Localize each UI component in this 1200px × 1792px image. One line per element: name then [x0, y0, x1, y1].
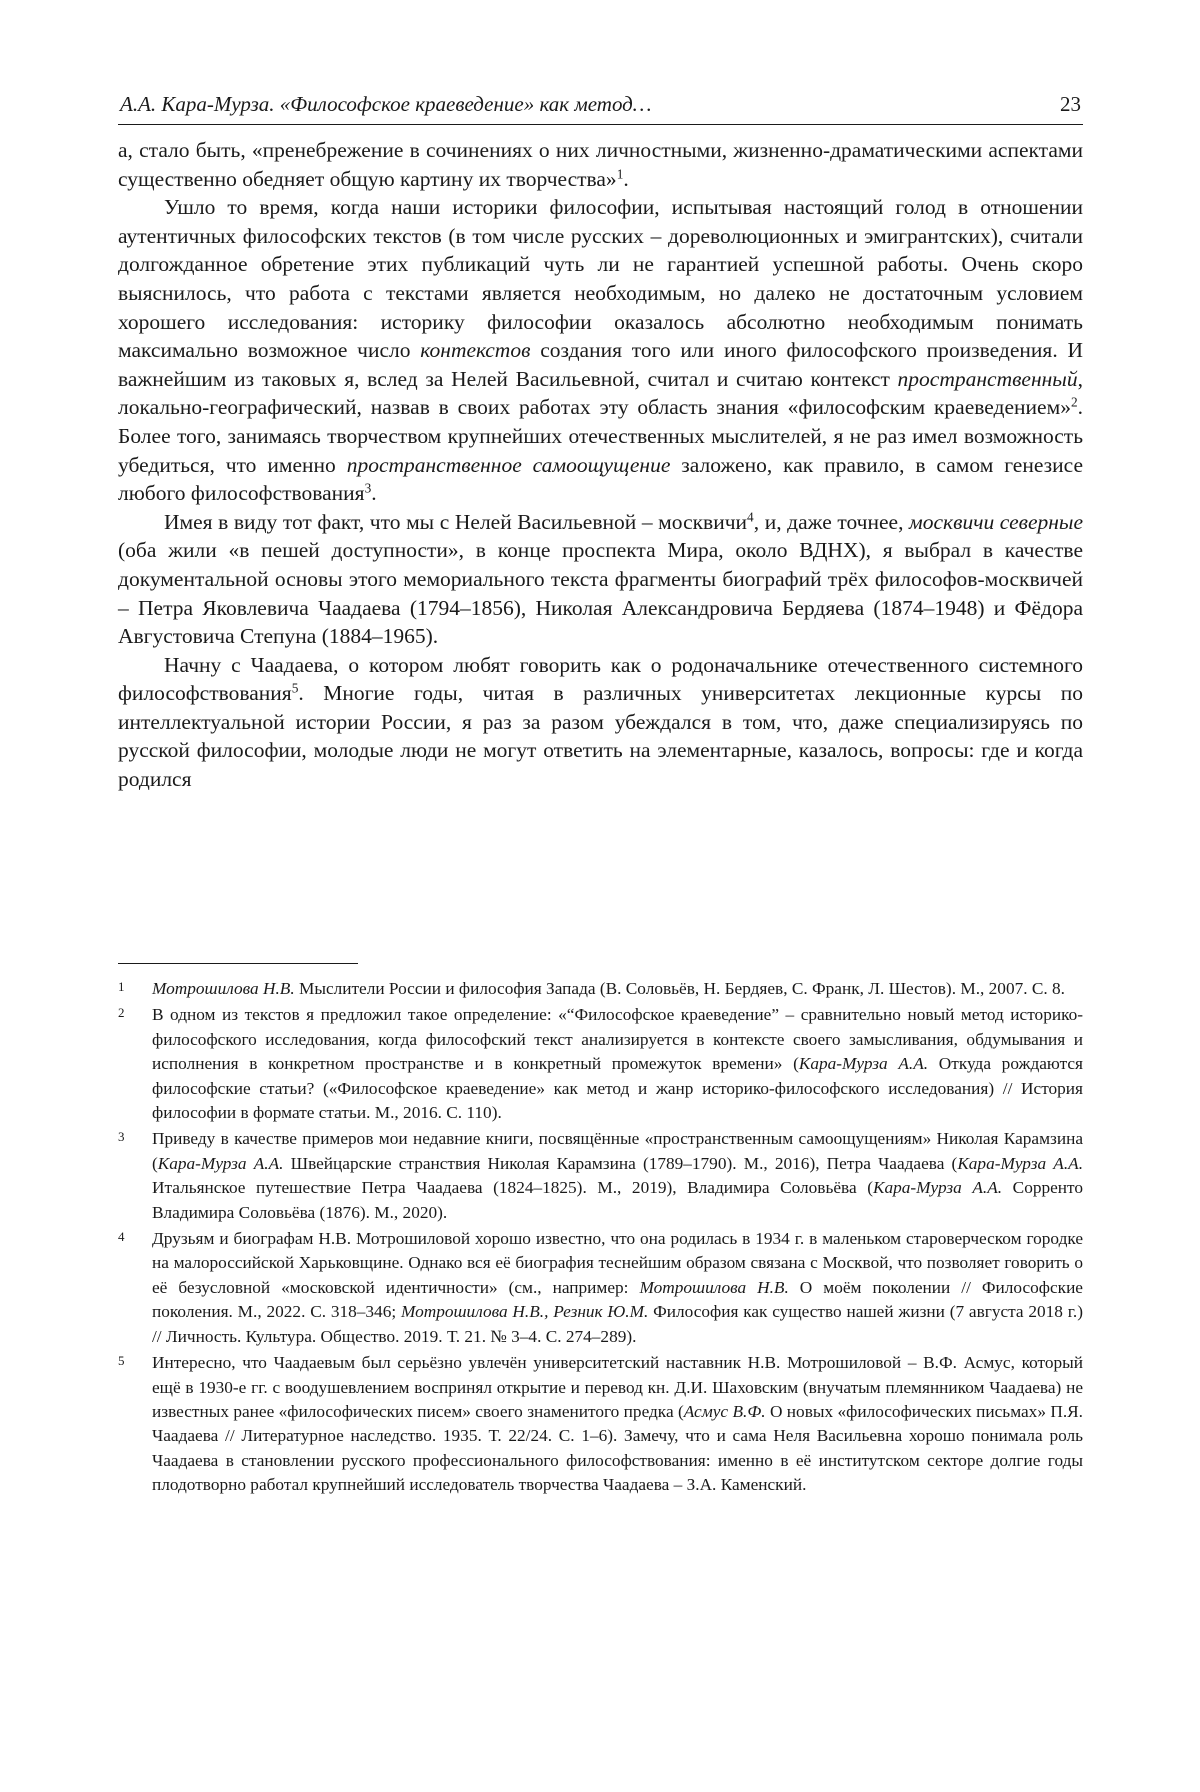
- text-run: Ушло то время, когда наши историки философии, испытывая настоящий голод в отношении аутентичных философских текстов (в том числе русских – дореволюционных и эмигрантских), считали долгожданное обретение этих публикаций чуть ли не гарантией успешной работы. Очень скоро выяснилось, что работа с текстами является необходимым, но далеко не достаточным условием хорошего исследования: историку философии оказалось абсолютно необходимым понимать максимально возможное число: [118, 195, 1083, 363]
- text-run: создания того или иного философского произведения. И важнейшим из таковых я, вслед за Нелей Васильевной, считал и считаю контекст: [118, 338, 1083, 391]
- paragraph-2: [118, 193, 1083, 508]
- footnote-ref-4[interactable]: 4: [747, 509, 754, 525]
- text-run: Друзьям и биографам Н.В. Мотрошиловой хорошо известно, что она родилась в 1934 г. в маленьком староверческом городке на малороссийской Харьковщине. Однако вся её биография теснейшим образом связана с Москвой, что позволяет говорить о её безусловной «московской идентичности» (см., например:: [152, 1229, 1083, 1297]
- text-run: Имея в виду тот факт, что мы с Нелей Васильевной – москвичи: [164, 509, 748, 534]
- text-run: .: [371, 481, 377, 506]
- emphasis: пространственное самоощущение: [346, 452, 671, 477]
- journal-page: [118, 0, 1083, 1792]
- footnote-ref-5[interactable]: 5: [291, 680, 299, 696]
- text-run: Итальянское путешествие Петра Чаадаева (1824–1825). М., 2019), Владимира Соловьёва (: [152, 1178, 873, 1198]
- footnote-ref-1[interactable]: 1: [616, 166, 624, 182]
- text-run: а, стало быть, «пренебрежение в сочинениях о них личностными, жизненно-драматическими аспектами существенно обедняет общую картину их творчества»: [118, 138, 1083, 191]
- paragraph-1: [118, 136, 1083, 193]
- text-run: .: [623, 166, 629, 191]
- text-run: Откуда рождаются философские статьи? («Философское краеведение» как метод и жанр историко-философского исследования) // История философии в формате статьи. М., 2016. С. 110).: [152, 1054, 1083, 1123]
- emphasis: Кара-Мурза А.А.: [157, 1153, 284, 1173]
- text-run: Приведу в качестве примеров мои недавние книги, посвящённые «пространственным самоощущениям» Николая Карамзина (: [152, 1129, 1083, 1173]
- emphasis: Мотрошилова Н.В., Резник Ю.М.: [400, 1302, 649, 1322]
- text-run: , локально-географический, назвав в своих работах эту область знания «философским краеведением»: [118, 366, 1083, 420]
- text-run: заложено, как правило, в самом генезисе любого философствования: [118, 452, 1083, 506]
- footnote-number: 3: [118, 1129, 125, 1145]
- text-run: О новых «философических письмах» П.Я. Чаадаева // Литературное наследство. 1935. Т. 22/24. С. 1–6). Замечу, что и сама Неля Васильевна хорошо понимала роль Чаадаева в становлении русского профессионального философствования: именно в её институтском секторе долгие годы плодотворно работал крупнейший исследователь творчества Чаадаева – З.А. Каменский.: [152, 1401, 1083, 1495]
- main-text: [118, 136, 1083, 794]
- emphasis: Мотрошилова Н.В.: [152, 979, 295, 998]
- footnote-divider: [118, 963, 358, 964]
- text-run: , и, даже точнее,: [753, 509, 910, 534]
- footnote-ref-3[interactable]: 3: [364, 480, 372, 496]
- text-run: Философия как существо нашей жизни (7 августа 2018 г.) // Личность. Культура. Общество. 2019. Т. 21. № 3–4. С. 274–289).: [152, 1302, 1083, 1346]
- text-run: В одном из текстов я предложил такое определение: «“Философское краеведение” – сравнительно новый метод историко-философского исследования, когда философский текст анализируется в контексте своего замысливания, обдумывания и исполнения в конкретном пространстве и в конкретный промежуток времени» (: [152, 1005, 1083, 1074]
- footnote-4: [118, 1227, 1083, 1349]
- running-title: А.А. Кара-Мурза. «Философское краеведение» как метод…: [120, 92, 652, 116]
- text-run: Интересно, что Чаадаевым был серьёзно увлечён университетский наставник Н.В. Мотрошиловой – В.Ф. Асмус, который ещё в 1930-е гг. с воодушевлением воспринял открытие и перевод кн. Д.И. Шаховским (внучатым племянником Чаадаева) не известных ранее «философических писем» своего знаменитого предка (: [152, 1353, 1083, 1421]
- footnote-number: 2: [118, 1005, 125, 1021]
- footnote-number: 1: [118, 979, 125, 994]
- page-number: 23: [1060, 92, 1081, 116]
- footnote-3: [118, 1127, 1083, 1225]
- emphasis: Кара-Мурза А.А.: [872, 1178, 1003, 1198]
- text-run: Швейцарские странствия Николая Карамзина (1789–1790). М., 2016), Петра Чаадаева (: [283, 1153, 958, 1173]
- emphasis: Асмус В.Ф.: [683, 1401, 766, 1421]
- footnote-number: 4: [118, 1229, 125, 1245]
- paragraph-3: [118, 508, 1083, 651]
- emphasis: контекстов: [420, 338, 531, 363]
- text-run: О моём поколении // Философские поколения. М., 2022. С. 318–346;: [152, 1277, 1083, 1322]
- footnote-1: [118, 977, 1083, 1001]
- paragraph-4: [118, 651, 1083, 794]
- footnote-ref-2[interactable]: 2: [1070, 395, 1078, 411]
- text-run: Начну с Чаадаева, о котором любят говорить как о родоначальнике отечественного системного философствования: [118, 652, 1083, 706]
- text-run: . Более того, занимаясь творчеством крупнейших отечественных мыслителей, я не раз имел возможность убедиться, что именно: [118, 395, 1083, 477]
- footnote-5: [118, 1351, 1083, 1497]
- running-head: [118, 92, 1083, 125]
- emphasis: Кара-Мурза А.А.: [798, 1054, 929, 1074]
- footnote-2: [118, 1003, 1083, 1125]
- emphasis: пространственный: [897, 366, 1078, 391]
- emphasis: Кара-Мурза А.А.: [957, 1153, 1084, 1173]
- text-run: Сорренто Владимира Соловьёва (1876). М., 2020).: [152, 1178, 1084, 1222]
- footnotes: [118, 977, 1083, 1500]
- footnote-number: 5: [118, 1353, 125, 1369]
- emphasis: москвичи северные: [909, 509, 1084, 534]
- emphasis: Мотрошилова Н.В.: [639, 1277, 789, 1297]
- text-run: Мыслители России и философия Запада (В. Соловьёв, Н. Бердяев, С. Франк, Л. Шестов). М., 2007. С. 8.: [294, 979, 1065, 998]
- text-run: (оба жили «в пешей доступности», в конце проспекта Мира, около ВДНХ), я выбрал в качестве документальной основы этого мемориального текста фрагменты биографий трёх философов-москвичей – Петра Яковлевича Чаадаева (1794–1856), Николая Александровича Бердяева (1874–1948) и Фёдора Августовича Степуна (1884–1965).: [118, 538, 1083, 649]
- text-run: . Многие годы, читая в различных университетах лекционные курсы по интеллектуальной истории России, я раз за разом убеждался в том, что, даже специализируясь по русской философии, молодые люди не могут ответить на элементарные, казалось, вопросы: где и когда родился: [118, 681, 1083, 792]
